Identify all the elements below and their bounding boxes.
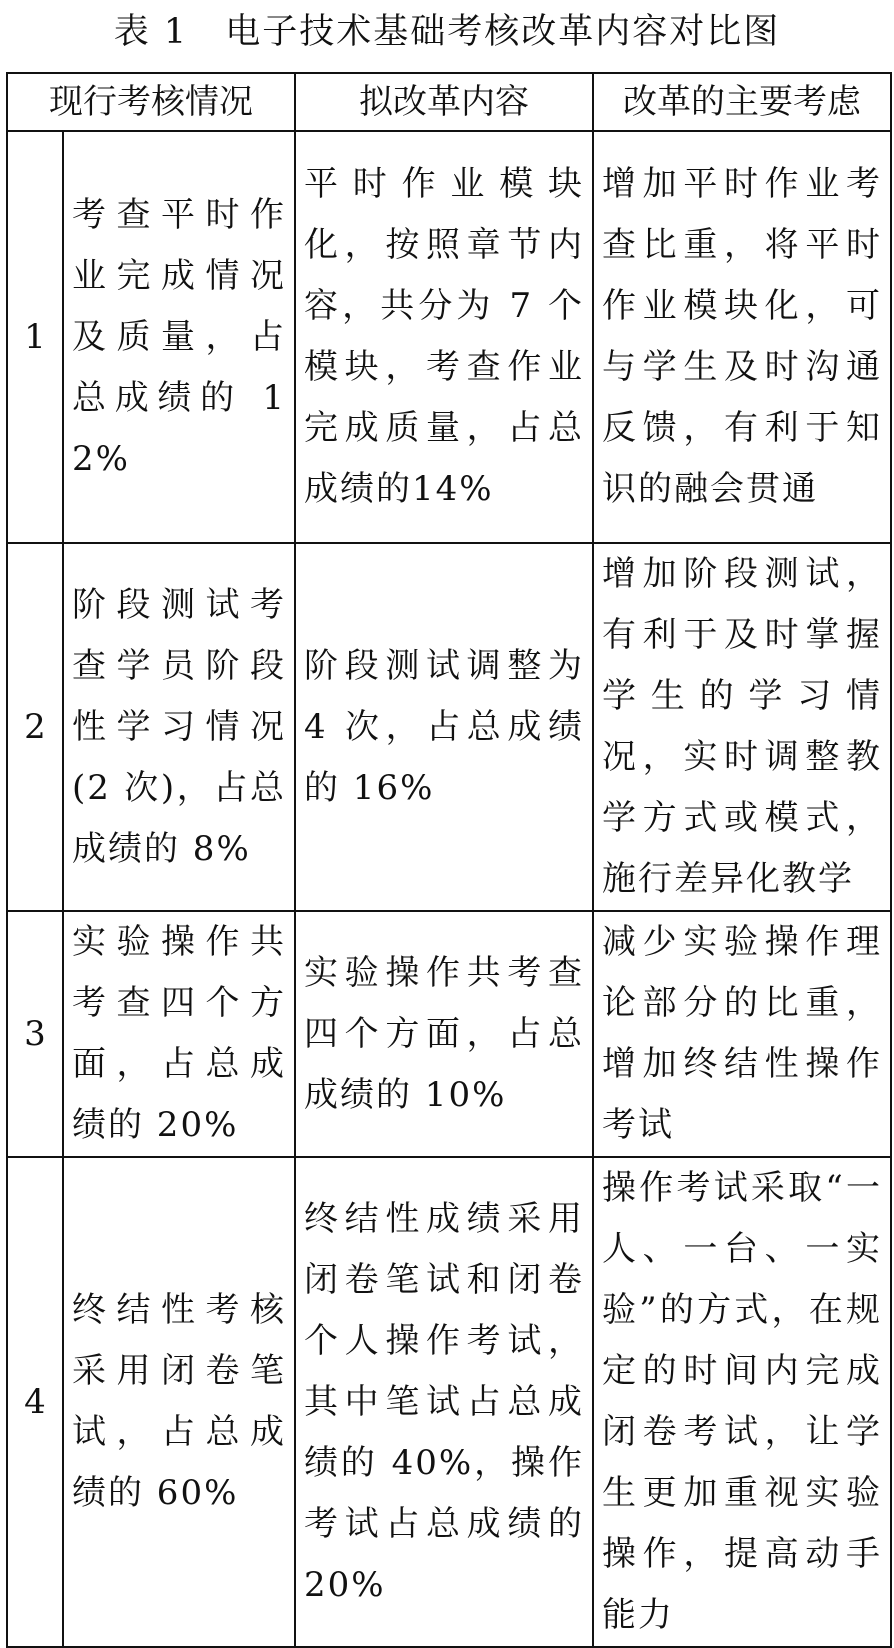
row-number: 4 [7, 1157, 63, 1647]
comparison-table [6, 72, 892, 1648]
reason-cell: 增加阶段测试，有利于及时掌握学生的学习情况，实时调整教学方式或模式，施行差异化教学 [593, 543, 891, 911]
row-number: 1 [7, 131, 63, 543]
table-row [7, 131, 891, 543]
reason-cell: 减少实验操作理论部分的比重，增加终结性操作考试 [593, 911, 891, 1157]
proposed-cell: 实验操作共考查四个方面，占总成绩的 10% [295, 911, 593, 1157]
reason-cell: 操作考试采取“一人、一台、一实验”的方式，在规定的时间内完成闭卷考试，让学生更加重视实验操作，提高动手能力 [593, 1157, 891, 1647]
row-number: 2 [7, 543, 63, 911]
header-row [7, 73, 891, 131]
table-title: 表 1 电子技术基础考核改革内容对比图 [113, 12, 781, 52]
current-cell: 考查平时作业完成情况及质量，占总成绩的 12% [63, 131, 295, 543]
current-cell: 实验操作共考查四个方面，占总成绩的 20% [63, 911, 295, 1157]
header-current: 现行考核情况 [7, 73, 295, 131]
row-number: 3 [7, 911, 63, 1157]
table-row [7, 911, 891, 1157]
reason-cell: 增加平时作业考查比重，将平时作业模块化，可与学生及时沟通反馈，有利于知识的融会贯通 [593, 131, 891, 543]
proposed-cell: 阶段测试调整为 4 次，占总成绩的 16% [295, 543, 593, 911]
proposed-cell: 平时作业模块化，按照章节内容，共分为 7 个模块，考查作业完成质量，占总成绩的14% [295, 131, 593, 543]
current-cell: 终结性考核采用闭卷笔试，占总成绩的 60% [63, 1157, 295, 1647]
current-cell: 阶段测试考查学员阶段性学习情况 (2 次)，占总成绩的 8% [63, 543, 295, 911]
header-reason: 改革的主要考虑 [593, 73, 891, 131]
proposed-cell: 终结性成绩采用闭卷笔试和闭卷个人操作考试，其中笔试占总成绩的 40%，操作考试占总成绩的 20% [295, 1157, 593, 1647]
header-proposed: 拟改革内容 [295, 73, 593, 131]
table-row [7, 543, 891, 911]
